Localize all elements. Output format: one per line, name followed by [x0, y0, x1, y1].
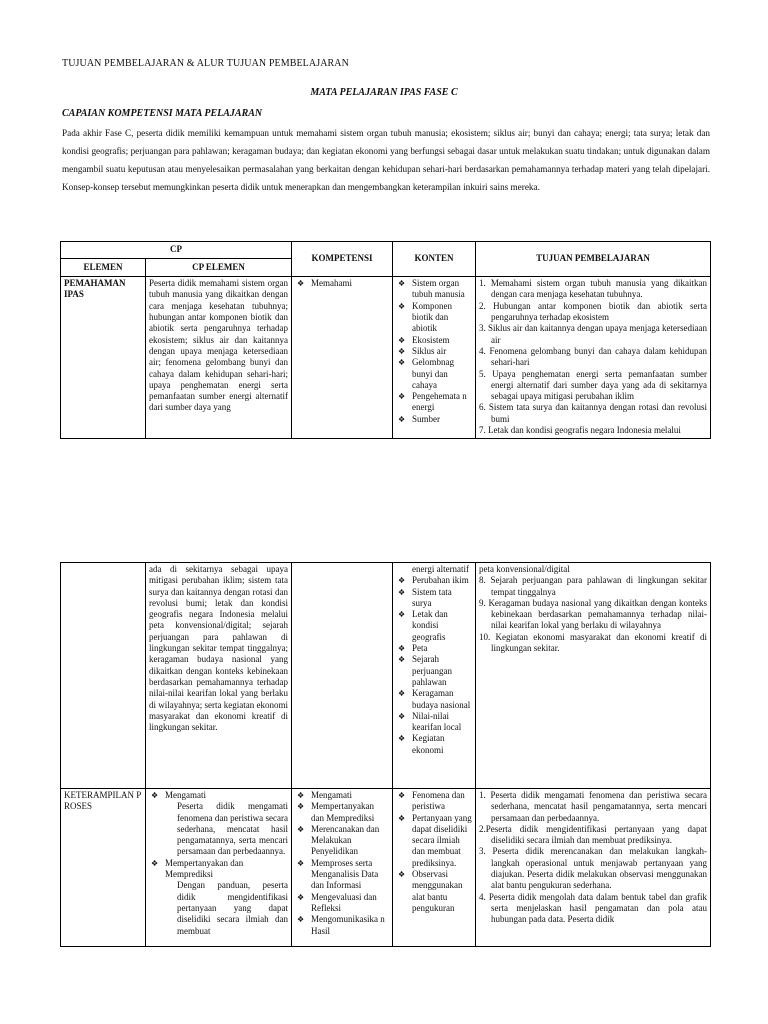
konten-cell: [393, 789, 476, 947]
diamond-bullet-icon: ❖: [398, 414, 406, 424]
list-item: ❖ Mengomunikasika n Hasil: [297, 914, 385, 936]
list-item: ❖ Komponen biotik dan abiotik: [398, 300, 452, 334]
list-item: 4. Fenomena gelombang bunyi dan cahaya dalam kehidupan sehari-hari: [479, 345, 707, 368]
tujuan-cell: [476, 277, 711, 439]
diamond-bullet-icon: ❖: [151, 858, 159, 868]
list-item: ❖ Fenomena dan peristiwa: [398, 790, 465, 812]
elemen-cell: KETERAMPILAN PROSES: [61, 789, 146, 947]
diamond-bullet-icon: ❖: [398, 279, 406, 289]
list-item: 2. Hubungan antar komponen biotik dan abiotik serta pengaruhnya terhadap ekosistem: [479, 300, 707, 323]
diamond-bullet-icon: ❖: [297, 858, 305, 868]
list-item: ❖ Sistem tata surya: [398, 586, 452, 608]
intro-paragraph: Pada akhir Fase C, peserta didik memiliki kemampuan untuk memahami sistem organ tubuh manusia; ekosistem; siklus air; bunyi dan cahaya; energi; tata surya; letak dan kondisi geografis; perjuangan para pahlawan; keragaman budaya; dan kegiatan ekonomi yang berfungsi sebagai dasar untuk melakukan suatu tindakan; untuk digunakan dalam mengambil suatu keputusan atau menyelesaikan permasalahan yang berkaitan dengan kehidupan sehari-hari berdasarkan pemahamannya terhadap materi yang telah dipelajari. Konsep-konsep tersebut memungkinkan peserta didik untuk menerapkan dan mengembangkan keterampilan inkuiri sains mereka.: [62, 128, 710, 192]
header-cp-elemen: CP ELEMEN: [146, 259, 292, 277]
cp-elemen-cell: [146, 789, 292, 947]
list-item: ❖ Mengevaluasi dan Refleksi: [297, 891, 377, 913]
header-kompetensi: KOMPETENSI: [292, 242, 393, 277]
diamond-bullet-icon: ❖: [297, 791, 305, 800]
header-elemen: ELEMEN: [61, 259, 146, 277]
diamond-bullet-icon: ❖: [398, 392, 406, 402]
header-tujuan: TUJUAN PEMBELAJARAN: [476, 242, 711, 277]
diamond-bullet-icon: ❖: [398, 813, 406, 823]
document-header: TUJUAN PEMBELAJARAN & ALUR TUJUAN PEMBELAJARAN: [62, 58, 349, 69]
diamond-bullet-icon: ❖: [297, 915, 305, 925]
list-item: ❖ Keragaman budaya nasional: [398, 688, 471, 710]
diamond-bullet-icon: ❖: [398, 711, 406, 721]
list-item: ❖ Gelombnag bunyi dan cahaya: [398, 357, 454, 390]
elemen-cell: PEMAHAMAN IPAS: [61, 277, 146, 439]
list-item: ❖ Peta: [398, 643, 428, 654]
diamond-bullet-icon: ❖: [297, 802, 305, 812]
diamond-bullet-icon: ❖: [398, 587, 406, 597]
list-item: 7. Letak dan kondisi geografis negara Indonesia melalui: [479, 424, 681, 435]
list-item: ❖ Mengamati Peserta didik mengamati fenomena dan peristiwa secara sederhana, mencatat hasil pengamatannya, serta mencari persamaan dan perbedaannya.: [151, 790, 288, 857]
list-item: ❖ Perubahan ikim: [398, 575, 469, 586]
list-item: ❖ Pertanyaan yang dapat diselidiki secara ilmiah dan membuat prediksinya.: [398, 812, 472, 868]
tujuan-cell: [476, 563, 711, 789]
list-item: ❖ Merencanakan dan Melakukan Penyelidikan: [297, 823, 380, 857]
list-item: ❖ Observasi menggunakan alat bantu pengukuran: [398, 869, 463, 913]
list-item: ❖ Mempertanyakan dan Memprediksi: [297, 801, 375, 823]
list-item: 4. Peserta didik mengolah data dalam bentuk tabel dan grafik serta menjelaskan hasil pengamatan dan pola atau hubungan pada data. Peserta didik: [479, 891, 707, 925]
list-item: ❖ Siklus air: [398, 345, 447, 356]
cp-table-page1: [60, 241, 711, 439]
diamond-bullet-icon: ❖: [297, 892, 305, 902]
list-item: ❖ Memproses serta Menganalisis Data dan Informasi: [297, 857, 379, 891]
section-title: CAPAIAN KOMPETENSI MATA PELAJARAN: [62, 108, 263, 119]
konten-cell: [393, 563, 476, 789]
diamond-bullet-icon: ❖: [398, 791, 406, 800]
cp-elemen-cell: ada di sekitarnya sebagai upaya mitigasi perubahan iklim; sistem tata surya dan kaitannya dengan rotasi dan revolusi bumi; letak dan kondisi geografis negara Indonesia melalui peta konvensional/digital; sejarah perjuangan para pahlawan di lingkungan sekitar tempat tinggalnya; keragaman budaya nasional yang dikaitkan dengan konteks kebinekaan berdasarkan pemahamannya terhadap nilai-nilai kearifan lokal yang berlaku di wilayahnya; serta kegiatan ekonomi masyarakat dan ekonomi kreatif di lingkungan sekitar.: [146, 563, 292, 789]
list-item: 5. Upaya penghematan energi serta pemanfaatan sumber energi alternatif dari sumber daya yang ada di sekitarnya sebagai upaya mitigasi perubahan iklim: [479, 368, 707, 402]
tujuan-cell: [476, 789, 711, 947]
list-item: ❖ Mengamati: [297, 790, 352, 800]
list-item: ❖ Ekosistem: [398, 334, 450, 345]
diamond-bullet-icon: ❖: [398, 301, 406, 311]
diamond-bullet-icon: ❖: [151, 791, 159, 800]
subject-title: MATA PELAJARAN IPAS FASE C: [310, 87, 458, 98]
cp-elemen-cell: Peserta didik memahami sistem organ tubuh manusia yang dikaitkan dengan cara menjaga kesehatan tubuhnya; hubungan antar komponen biotik dan abiotik serta pengaruhnya terhadap ekosistem; siklus air dan kaitannya dengan upaya menjaga ketersediaan air; fenomena gelombang bunyi dan cahaya dalam kehidupan sehari-hari; upaya penghematan energi serta pemanfaatan sumber energi alternatif dari sumber daya yang: [146, 277, 292, 439]
diamond-bullet-icon: ❖: [398, 689, 406, 699]
kompetensi-cell: [292, 789, 393, 947]
list-item: 1. Peserta didik mengamati fenomena dan peristiwa secara sederhana, mencatat hasil pengamatannya, serta mencari persamaan dan perbedaannya.: [479, 790, 707, 823]
diamond-bullet-icon: ❖: [398, 335, 406, 345]
list-item: 6. Sistem tata surya dan kaitannya dengan rotasi dan revolusi bumi: [479, 402, 707, 424]
list-item: ❖ Nilai-nilai kearifan local: [398, 710, 462, 733]
list-item: 8. Sejarah perjuangan para pahlawan di lingkungan sekitar tempat tinggalnya: [479, 575, 707, 597]
cp-table-page2: [60, 562, 711, 947]
kompetensi-cell: [292, 277, 393, 439]
header-konten: KONTEN: [393, 242, 476, 277]
diamond-bullet-icon: ❖: [398, 610, 406, 620]
list-item: ❖ Memahami: [297, 278, 352, 289]
header-cp: CP: [61, 242, 292, 259]
diamond-bullet-icon: ❖: [398, 346, 406, 356]
diamond-bullet-icon: ❖: [398, 870, 406, 880]
list-item: ❖ Mempertanyakan dan Memprediksi Dengan panduan, peserta didik mengidentifikasi pertanyaan yang dapat diselidiki secara ilmiah dan membuat: [151, 857, 288, 936]
list-item: 1. Memahami sistem organ tubuh manusia yang dikaitkan dengan cara menjaga kesehatan tubuhnya.: [479, 278, 707, 300]
diamond-bullet-icon: ❖: [297, 824, 305, 834]
diamond-bullet-icon: ❖: [398, 358, 406, 368]
list-item: 10. Kegiatan ekonomi masyarakat dan ekonomi kreatif di lingkungan sekitar.: [479, 631, 707, 654]
list-item: ❖ Letak dan kondisi geografis: [398, 609, 448, 642]
diamond-bullet-icon: ❖: [297, 279, 305, 289]
tujuan-continued: peta konvensional/digital: [479, 564, 570, 574]
list-item: 9. Keragaman budaya nasional yang dikaitkan dengan konteks kebinekaan berdasarkan pemahamannya terhadap nilai- nilai kearifan lokal yang berlaku di wilayahnya: [479, 597, 707, 631]
list-item: ❖ Sistem organ tubuh manusia: [398, 278, 465, 300]
diamond-bullet-icon: ❖: [398, 734, 406, 744]
konten-continued: energi alternatif: [412, 564, 470, 574]
list-item: 3. Peserta didik merencanakan dan melakukan langkah-langkah operasional untuk menjawab pertanyaan yang diajukan. Peserta didik melakukan observasi menggunakan alat bantu pengukuran sederhana.: [479, 846, 707, 891]
list-item: ❖ Pengehemata n energi: [398, 391, 467, 413]
list-item: ❖ Sumber: [398, 413, 440, 424]
diamond-bullet-icon: ❖: [398, 644, 406, 654]
diamond-bullet-icon: ❖: [398, 655, 406, 665]
diamond-bullet-icon: ❖: [398, 576, 406, 586]
kompetensi-cell: [292, 563, 393, 789]
list-item: ❖ Kegiatan ekonomi: [398, 733, 445, 755]
list-item: ❖ Sejarah perjuangan pahlawan: [398, 654, 452, 687]
konten-cell: [393, 277, 476, 439]
elemen-cell: [61, 563, 146, 789]
list-item: 2.Peserta didik mengidentifikasi pertanyaan yang dapat diselidiki secara ilmiah dan membuat prediksinya.: [479, 823, 707, 846]
list-item: 3. Siklus air dan kaitannya dengan upaya menjaga ketersediaan air: [479, 323, 707, 345]
